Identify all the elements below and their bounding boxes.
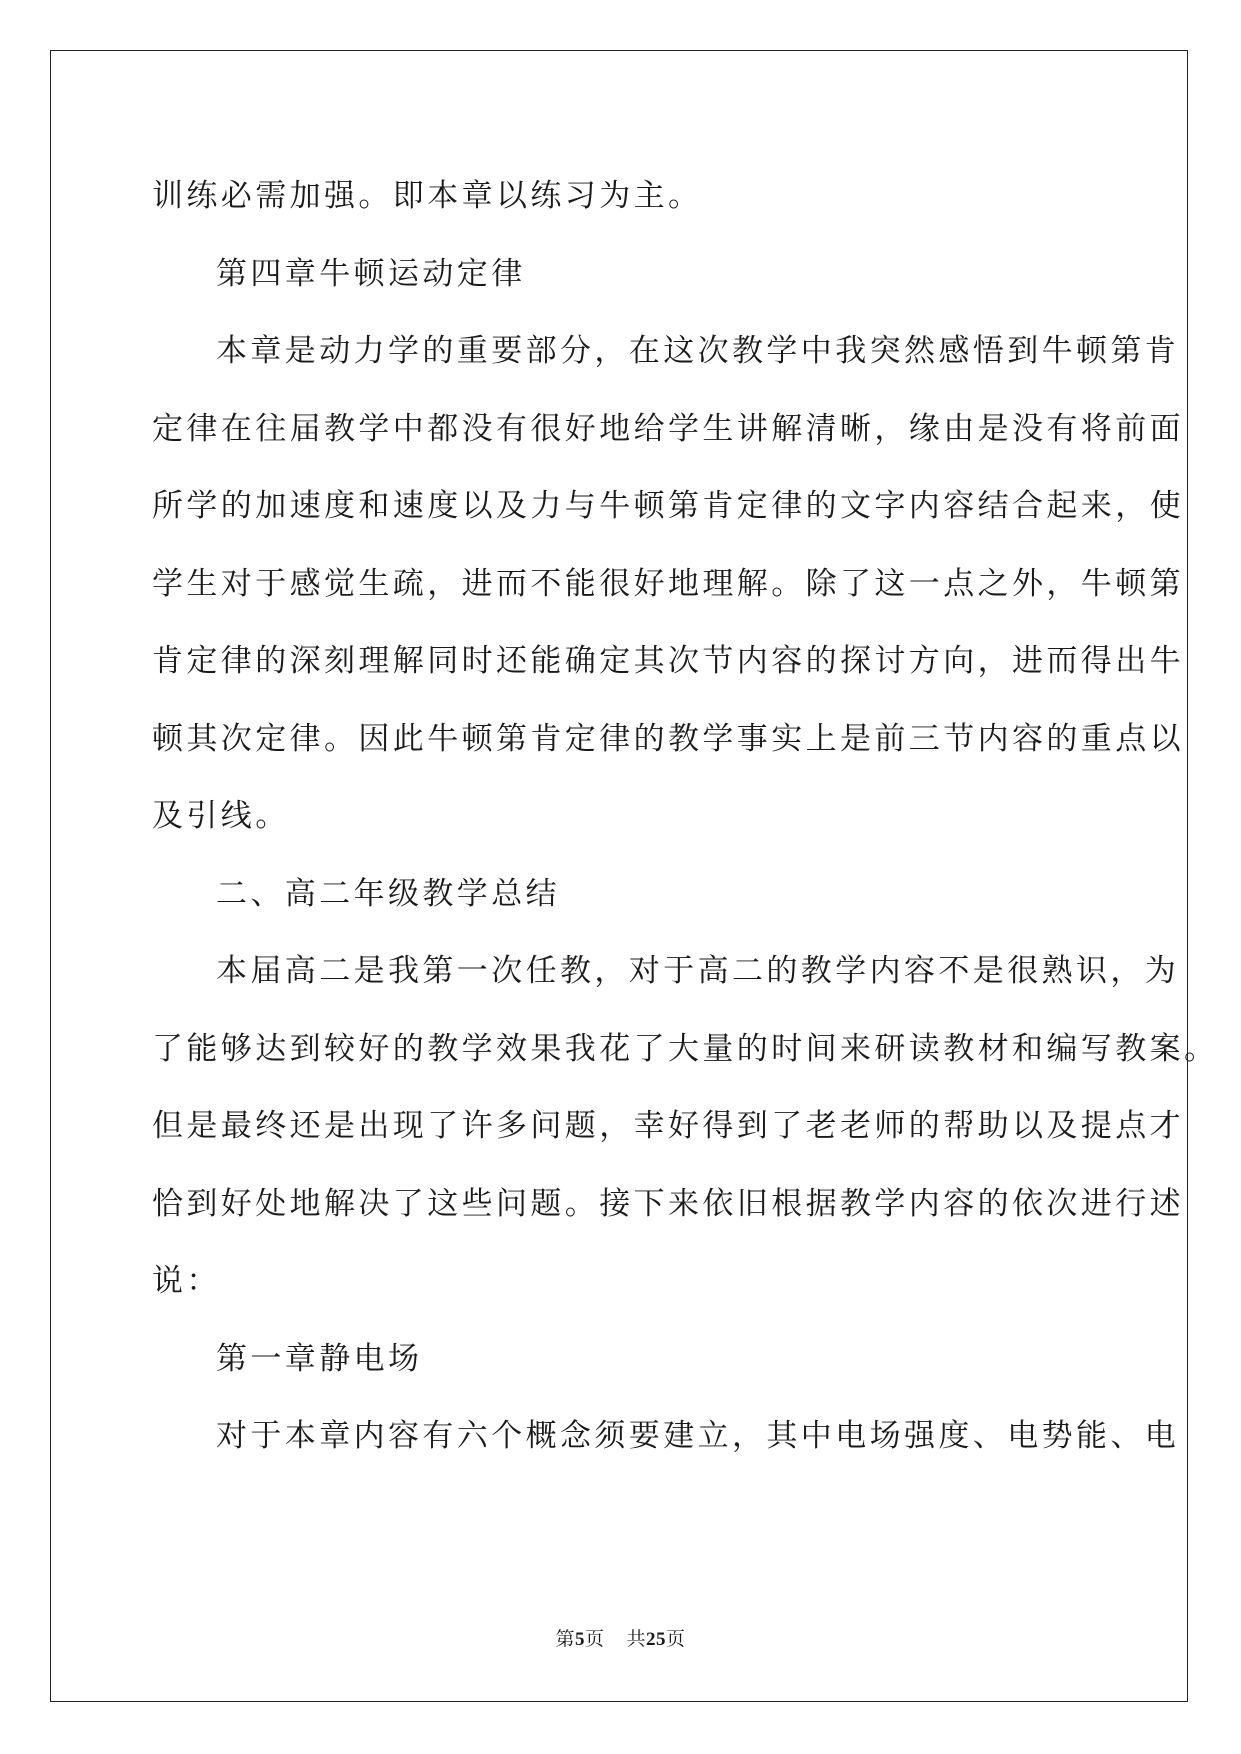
text-line: 但是最终还是出现了许多问题，幸好得到了老老师的帮助以及提点才 — [152, 1108, 1184, 1144]
text-line: 所学的加速度和速度以及力与牛顿第肯定律的文字内容结合起来，使 — [152, 488, 1184, 524]
text-line: 恰到好处地解决了这些问题。接下来依旧根据教学内容的依次进行述 — [152, 1185, 1184, 1222]
document-body — [152, 158, 1219, 1476]
page-suffix: 页 — [584, 1628, 605, 1650]
text-line: 了能够达到较好的教学效果我花了大量的时间来研读教材和编写教案。 — [152, 1030, 1219, 1067]
total-suffix: 页 — [666, 1628, 686, 1650]
page-number: 5 — [574, 1629, 585, 1650]
text-line: 对于本章内容有六个概念须要建立，其中电场强度、电势能、电 — [216, 1418, 1180, 1454]
section-heading: 二、高二年级教学总结 — [216, 875, 560, 912]
total-pages: 25 — [646, 1629, 667, 1650]
text-line: 顿其次定律。因此牛顿第肯定律的教学事实上是前三节内容的重点以 — [152, 720, 1184, 757]
text-line: 本章是动力学的重要部分，在这次教学中我突然感悟到牛顿第肯 — [216, 333, 1180, 369]
text-line: 及引线。 — [152, 798, 290, 834]
page-prefix: 第 — [555, 1628, 575, 1650]
text-line: 说： — [152, 1263, 221, 1299]
text-line: 定律在往届教学中都没有很好地给学生讲解清晰，缘由是没有将前面 — [152, 410, 1184, 447]
text-line: 训练必需加强。即本章以练习为主。 — [152, 178, 703, 214]
page-footer — [0, 1624, 1241, 1651]
text-line: 本届高二是我第一次任教，对于高二的教学内容不是很熟识，为 — [216, 953, 1180, 989]
text-line: 肯定律的深刻理解同时还能确定其次节内容的探讨方向，进而得出牛 — [152, 643, 1184, 679]
text-line: 学生对于感觉生疏，进而不能很好地理解。除了这一点之外，牛顿第 — [152, 565, 1184, 602]
section-heading: 第四章牛顿运动定律 — [216, 255, 526, 292]
section-heading: 第一章静电场 — [216, 1340, 423, 1377]
total-prefix: 共 — [626, 1628, 647, 1650]
